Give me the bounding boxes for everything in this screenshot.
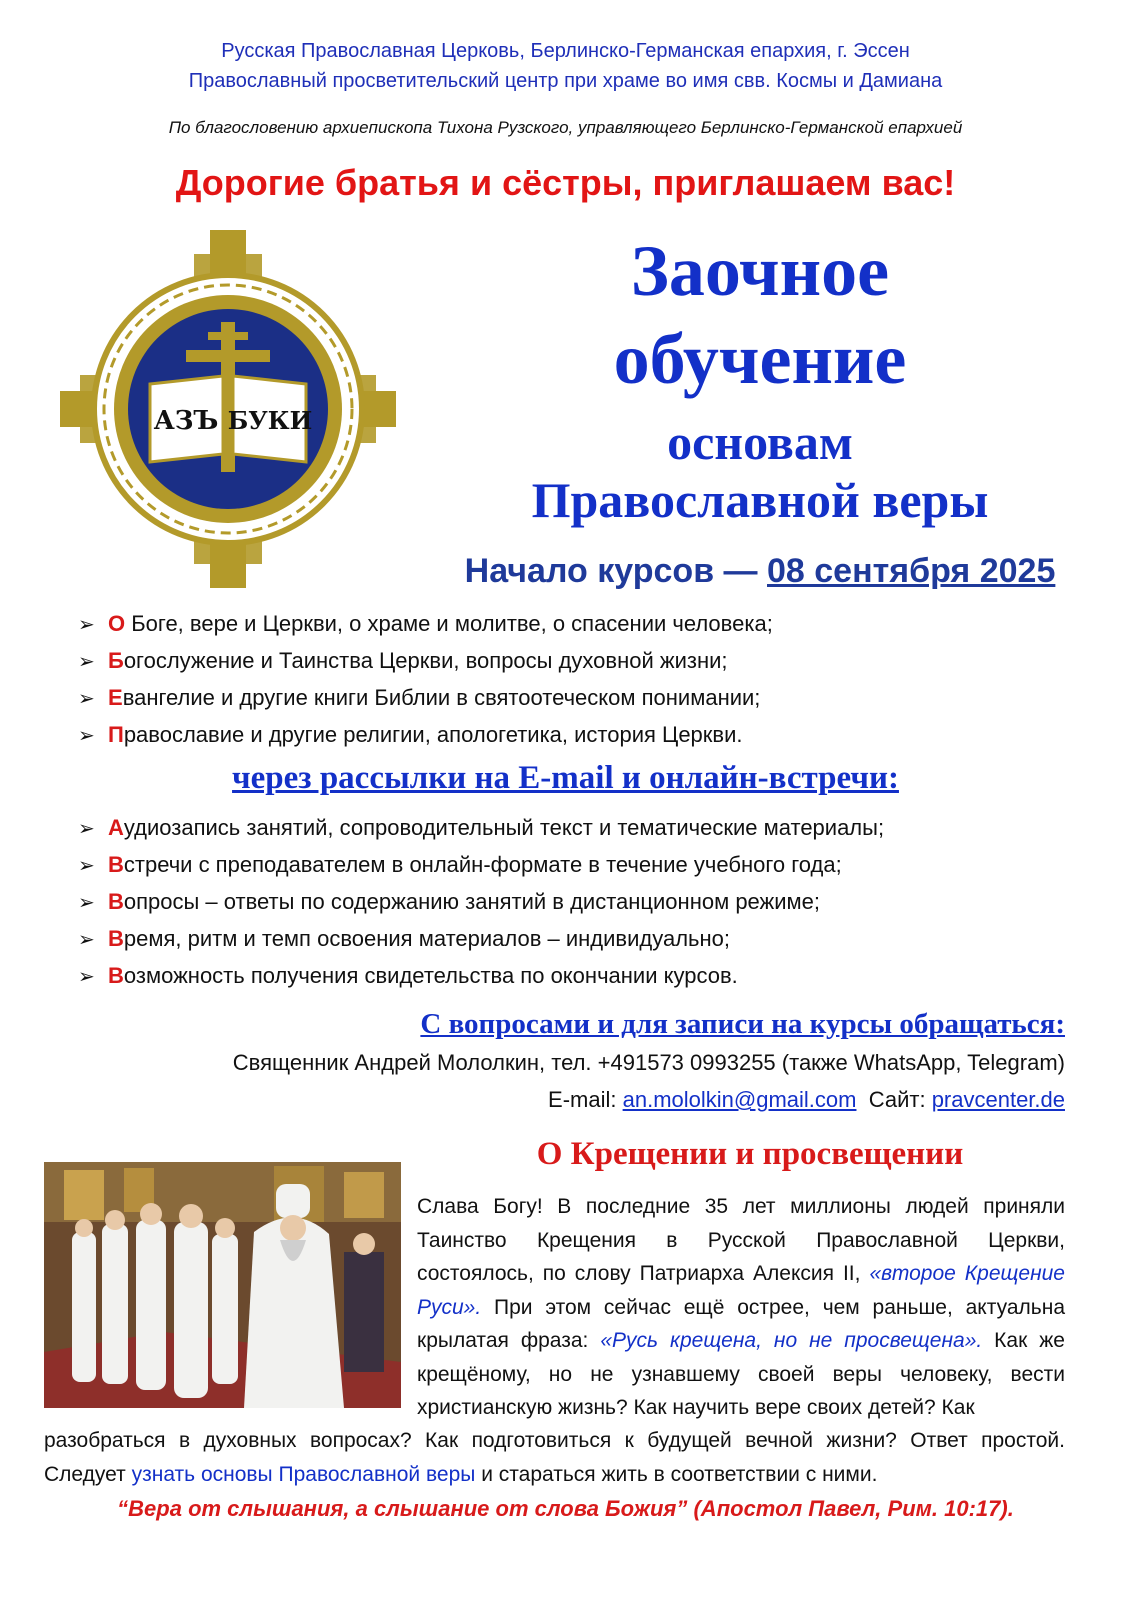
arrow-bullet-icon: ➢: [78, 966, 95, 988]
baptism-paragraph-bottom: разобраться в духовных вопросах? Как подготовиться к будущей вечной жизни? Ответ простой. Следует узнать основы Православной веры и стараться жить в соответствии с ними.: [44, 1429, 1065, 1486]
baptism-paragraph-top: Слава Богу! В последние 35 лет миллионы людей приняли Таинство Крещения в Русской Православной Церкви, состоялось, по слову Патриарха Алексия II, «второе Крещение Руси». При этом сейчас ещё острее, чем раньше, актуальна крылатая фраза: «Русь крещена, но не просвещена». Как же крещёному, но не узнавшему своей веры человеку, вести христианскую жизнь? Как научить вере своих детей? Как: [417, 1195, 1065, 1419]
list-item: ➢ Вопросы – ответы по содержанию занятий в дистанционном режиме;: [78, 883, 1078, 920]
logo-text-right: БУКИ: [227, 406, 313, 435]
header-line-1: Русская Православная Церковь, Берлинско-Германская епархия, г. Эссен: [221, 40, 910, 62]
site-link[interactable]: pravcenter.de: [931, 1087, 1065, 1112]
list-item: ➢ Встречи с преподавателем в онлайн-формате в течение учебного года;: [78, 846, 1078, 883]
arrow-bullet-icon: ➢: [78, 929, 95, 951]
list-item: ➢ Православие и другие религии, апологетика, история Церкви.: [78, 716, 1078, 753]
list-item: ➢ О Боге, вере и Церкви, о храме и молитве, о спасении человека;: [78, 605, 1078, 642]
invitation-heading: Дорогие братья и сёстры, приглашаем вас!: [175, 162, 956, 203]
education-center-logo: [58, 226, 398, 592]
title-line-2: обучение: [613, 319, 907, 399]
list-item: ➢ Возможность получения свидетельства по окончании курсов.: [78, 957, 1078, 994]
email-link[interactable]: an.mololkin@gmail.com: [622, 1087, 857, 1112]
course-start-date: 08 сентября 2025: [767, 552, 1056, 590]
arrow-bullet-icon: ➢: [78, 725, 95, 747]
arrow-bullet-icon: ➢: [78, 818, 95, 840]
baptism-procession-photo: [44, 1162, 401, 1408]
topics-list: [78, 605, 1078, 753]
list-item: ➢ Аудиозапись занятий, сопроводительный текст и тематические материалы;: [78, 809, 1078, 846]
learn-basics-link[interactable]: узнать основы Православной веры: [131, 1462, 476, 1486]
blessing-line: По благословению архиепископа Тихона Рузского, управляющего Берлинско-Германской епархией: [168, 118, 963, 137]
list-item: ➢ Богослужение и Таинства Церкви, вопросы духовной жизни;: [78, 642, 1078, 679]
arrow-bullet-icon: ➢: [78, 651, 95, 673]
contact-heading: С вопросами и для записи на курсы обращаться:: [420, 1008, 1065, 1040]
logo-text-left: АЗЪ: [153, 406, 219, 436]
list-item: ➢ Евангелие и другие книги Библии в святоотеческом понимании;: [78, 679, 1078, 716]
title-line-4: Православной веры: [531, 472, 989, 528]
baptism-heading: О Крещении и просвещении: [536, 1136, 964, 1172]
title-line-1: Заочное: [630, 231, 890, 311]
course-start: [420, 552, 1100, 591]
list-item: ➢ Время, ритм и темп освоения материалов – индивидуально;: [78, 920, 1078, 957]
format-list: [78, 809, 1078, 994]
baptism-text-end: разобраться в духовных вопросах? Как подготовиться к будущей вечной жизни? Ответ простой. Следует: [44, 1429, 1065, 1486]
baptism-text-cont: Как же крещёному, но не узнавшему своей веры человеку, вести христианскую жизнь? Как научить вере своих детей? Как: [417, 1329, 1065, 1419]
contact-person: Священник Андрей Мололкин, тел. +491573 0993255 (также WhatsApp, Telegram): [232, 1050, 1065, 1075]
contact-links: [548, 1087, 1065, 1113]
email-label: E-mail:: [548, 1087, 617, 1112]
course-start-label: Начало курсов —: [464, 552, 758, 590]
arrow-bullet-icon: ➢: [78, 688, 95, 710]
format-heading: через рассылки на E-mail и онлайн-встречи:: [232, 760, 899, 796]
arrow-bullet-icon: ➢: [78, 855, 95, 877]
title-line-3: основам: [667, 414, 853, 470]
site-label: Сайт:: [868, 1087, 926, 1112]
scripture-verse: “Вера от слышания, а слышание от слова Божия” (Апостол Павел, Рим. 10:17).: [117, 1496, 1014, 1521]
arrow-bullet-icon: ➢: [78, 614, 95, 636]
arrow-bullet-icon: ➢: [78, 892, 95, 914]
header-line-2: Православный просветительский центр при храме во имя свв. Космы и Дамиана: [188, 70, 943, 92]
